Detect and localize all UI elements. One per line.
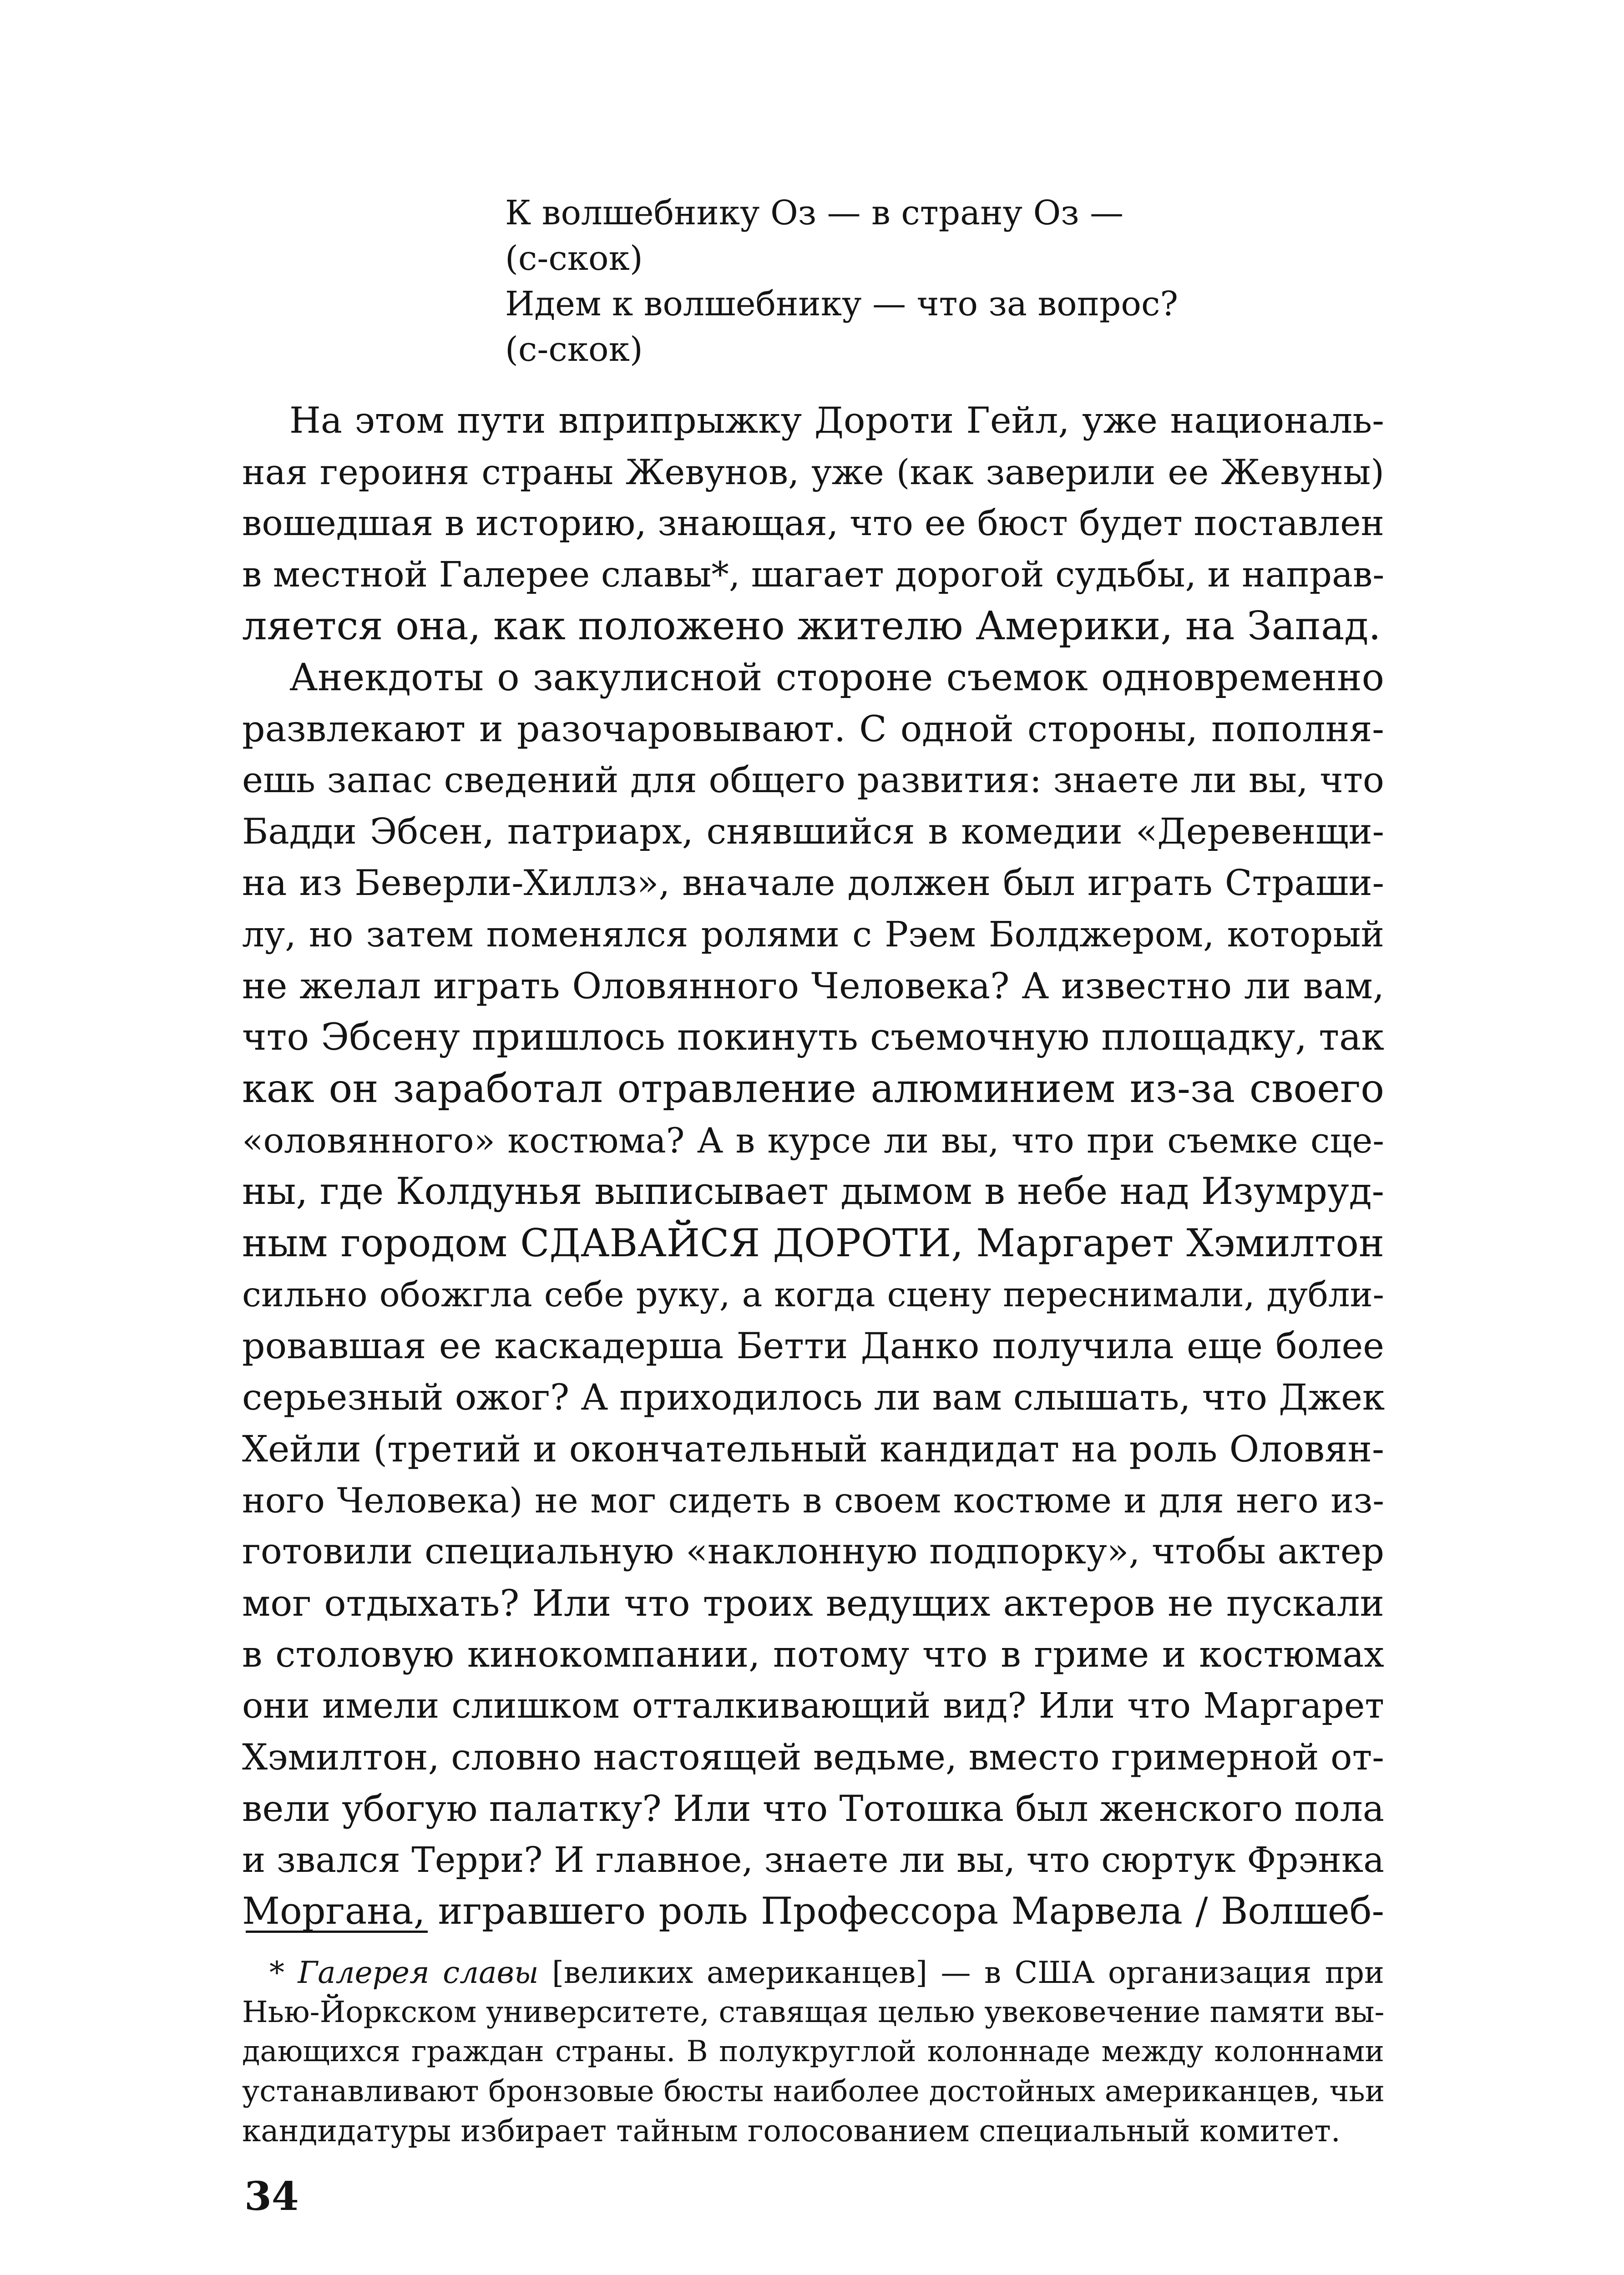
text-line: На этом пути вприпрыжку Дороти Гейл, уже националь-	[289, 399, 1384, 441]
text-line: вели убогую палатку? Или что Тотошка был женского пола	[242, 1788, 1384, 1830]
verse-epigraph	[505, 190, 1188, 372]
footnote	[242, 1953, 1384, 2151]
text-line: ны, где Колдунья выписывает дымом в небе над Изумруд-	[242, 1170, 1384, 1213]
footnote-line: Нью-Йоркском университете, ставящая целью увековечение памяти вы-	[242, 1995, 1385, 2029]
text-line: сильно обожгла себе руку, а когда сцену переснимали, дубли-	[242, 1274, 1384, 1314]
text-line: «оловянного» костюма? А в курсе ли вы, что при съемке сце-	[242, 1120, 1384, 1161]
text-line: Моргана, игравшего роль Профессора Марвела / Волшеб-	[242, 1890, 1384, 1933]
verse-line: (с-скок)	[505, 330, 643, 369]
text-line: ляется она, как положено жителю Америки, на Запад.	[242, 603, 1381, 649]
text-line: серьезный ожог? А приходилось ли вам слышать, что Джек	[242, 1376, 1385, 1418]
text-line: не желал играть Оловянного Человека? А известно ли вам,	[242, 965, 1384, 1007]
text-line: в местной Галерее славы*, шагает дорогой судьбы, и направ-	[242, 555, 1385, 595]
page-number: 34	[244, 2174, 299, 2219]
footnote-line	[242, 1953, 1384, 1992]
text-line: ная героиня страны Жевунов, уже (как заверили ее Жевуны)	[242, 452, 1384, 492]
footnote-divider	[246, 1931, 428, 1933]
text-line: и звался Терри? И главное, знаете ли вы, что сюртук Фрэнка	[242, 1840, 1384, 1881]
text-line: ного Человека) не мог сидеть в своем костюме и для него из-	[242, 1480, 1384, 1521]
footnote-text: [великих американцев] — в США организация при	[538, 1955, 1385, 1990]
verse-line: К волшебнику Оз — в страну Оз —	[505, 193, 1124, 233]
paragraph-2	[242, 652, 1384, 1937]
footnote-term: Галерея славы	[298, 1955, 539, 1990]
paragraph-1	[242, 395, 1384, 652]
verse-line: Идем к волшебнику — что за вопрос?	[505, 284, 1179, 324]
text-line: лу, но затем поменялся ролями с Рэем Болджером, который	[242, 915, 1384, 955]
text-line: ровавшая ее каскадерша Бетти Данко получила еще более	[242, 1325, 1384, 1367]
footnote-line: кандидатуры избирает тайным голосованием специальный комитет.	[242, 2113, 1341, 2149]
text-line: мог отдыхать? Или что троих ведущих актеров не пускали	[242, 1582, 1384, 1624]
body-text	[242, 395, 1384, 1937]
text-line: на из Беверли-Хиллз», вначале должен был играть Страши-	[242, 863, 1384, 904]
text-line: ным городом СДАВАЙСЯ ДОРОТИ, Маргарет Хэмилтон	[242, 1221, 1384, 1265]
text-line: вошедшая в историю, знающая, что ее бюст будет поставлен	[242, 503, 1384, 544]
text-line: как он заработал отравление алюминием из-за своего	[242, 1066, 1384, 1112]
footnote-line: устанавливают бронзовые бюсты наиболее достойных американцев, чьи	[242, 2074, 1385, 2108]
text-line: они имели слишком отталкивающий вид? Или что Маргарет	[242, 1686, 1384, 1726]
text-line: Хэмилтон, словно настоящей ведьме, вместо гримерной от-	[242, 1736, 1384, 1778]
text-line: в столовую кинокомпании, потому что в гриме и костюмах	[242, 1633, 1384, 1675]
text-line: Бадди Эбсен, патриарх, снявшийся в комедии «Деревенщи-	[242, 811, 1384, 852]
text-line: Анекдоты о закулисной стороне съемок одновременно	[289, 656, 1384, 699]
text-line: готовили специальную «наклонную подпорку», чтобы актер	[242, 1531, 1384, 1572]
footnote-line: дающихся граждан страны. В полукруглой колоннаде между колоннами	[242, 2035, 1384, 2068]
text-line: что Эбсену пришлось покинуть съемочную площадку, так	[242, 1016, 1384, 1059]
text-line: ешь запас сведений для общего развития: знаете ли вы, что	[242, 760, 1384, 801]
verse-line: (с-скок)	[505, 239, 643, 278]
text-line: Хейли (третий и окончательный кандидат на роль Оловян-	[242, 1428, 1384, 1470]
text-line: развлекают и разочаровывают. С одной стороны, пополня-	[242, 708, 1384, 750]
footnote-marker: *	[269, 1955, 284, 1990]
